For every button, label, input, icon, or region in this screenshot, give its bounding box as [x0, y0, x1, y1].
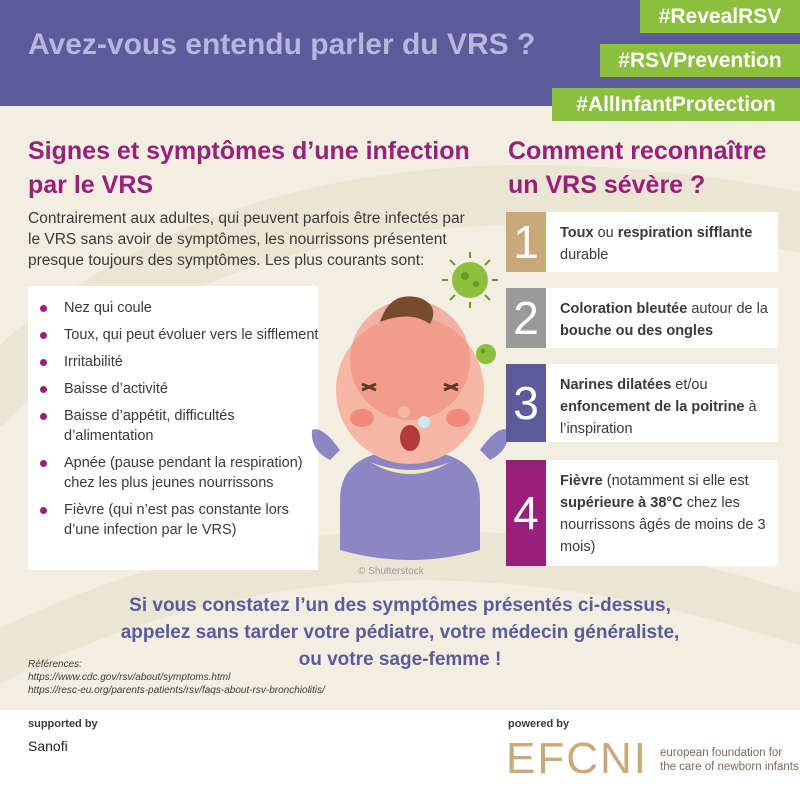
bullet-icon [40, 305, 47, 312]
severe-sign-2 [506, 288, 778, 348]
list-item: Fièvre (qui n’est pas constante lors d’une infection par le VRS) [28, 500, 328, 540]
reference-link[interactable]: https://www.cdc.gov/rsv/about/symptoms.html [28, 672, 231, 683]
list-item: Toux, qui peut évoluer vers le sifflement [28, 325, 328, 345]
efcni-tagline: european foundation for the care of newborn infants [660, 747, 799, 773]
bullet-icon [40, 413, 47, 420]
bullet-icon [40, 507, 47, 514]
symptoms-intro: Contrairement aux adultes, qui peuvent parfois être infectés par le VRS sans avoir de symptômes, les nourrissons présentent presque toujours des symptômes. Les plus courants sont: [28, 210, 465, 269]
sick-baby-illustration [300, 250, 520, 580]
sign-text: Narines dilatées et/ou enfoncement de la poitrine à l’inspiration [560, 377, 757, 437]
bullet-icon [40, 386, 47, 393]
severe-sign-1 [506, 212, 778, 272]
references-label: Références: [28, 659, 82, 670]
list-item: Irritabilité [28, 352, 328, 372]
hashtag-reveal-rsv[interactable]: #RevealRSV [640, 0, 800, 33]
bullet-icon [40, 460, 47, 467]
list-item: Apnée (pause pendant la respiration) chez les plus jeunes nourrissons [28, 453, 328, 493]
sign-text: Fièvre (notamment si elle est supérieure à 38°C chez les nourrissons âgés de moins de 3 mois) [560, 473, 766, 555]
sign-number: 3 [506, 364, 546, 442]
hashtag-all-infant-protection[interactable]: #AllInfantProtection [552, 88, 800, 121]
symptoms-heading: Signes et symptômes d’une infection par le VRS [28, 137, 470, 199]
page-title: Avez-vous entendu parler du VRS ? [28, 28, 536, 61]
severe-sign-4 [506, 460, 778, 566]
supported-by-label: supported by [28, 718, 98, 730]
sanofi-logo: Sanofi [28, 738, 68, 754]
reference-link[interactable]: https://resc-eu.org/parents-patients/rsv/faqs-about-rsv-bronchiolitis/ [28, 685, 325, 696]
virus-icon [442, 252, 498, 308]
list-item: Nez qui coule [28, 298, 328, 318]
bullet-icon [40, 359, 47, 366]
virus-icon [476, 344, 496, 364]
efcni-logo: EFCNI [506, 734, 648, 783]
bullet-icon [40, 332, 47, 339]
severe-rsv-heading: Comment reconnaître un VRS sévère ? [508, 137, 767, 199]
references [28, 658, 325, 697]
list-item: Baisse d’activité [28, 379, 328, 399]
list-item: Baisse d’appétit, difficultés d’alimentation [28, 406, 328, 446]
call-to-action: Si vous constatez l’un des symptômes présentés ci-dessus, appelez sans tarder votre pédiatre, votre médecin généraliste, ou votre sage-femme ! [120, 595, 680, 670]
sign-number: 1 [506, 212, 546, 272]
symptoms-list [28, 298, 328, 547]
sign-number: 4 [506, 460, 546, 566]
severe-sign-3 [506, 364, 778, 442]
sign-text: Toux ou respiration sifflante durable [560, 225, 753, 263]
powered-by-label: powered by [508, 718, 570, 730]
hashtag-rsv-prevention[interactable]: #RSVPrevention [600, 44, 800, 77]
image-credit: © Shutterstock [358, 566, 424, 577]
sign-number: 2 [506, 288, 546, 348]
sign-text: Coloration bleutée autour de la bouche ou des ongles [560, 301, 768, 339]
